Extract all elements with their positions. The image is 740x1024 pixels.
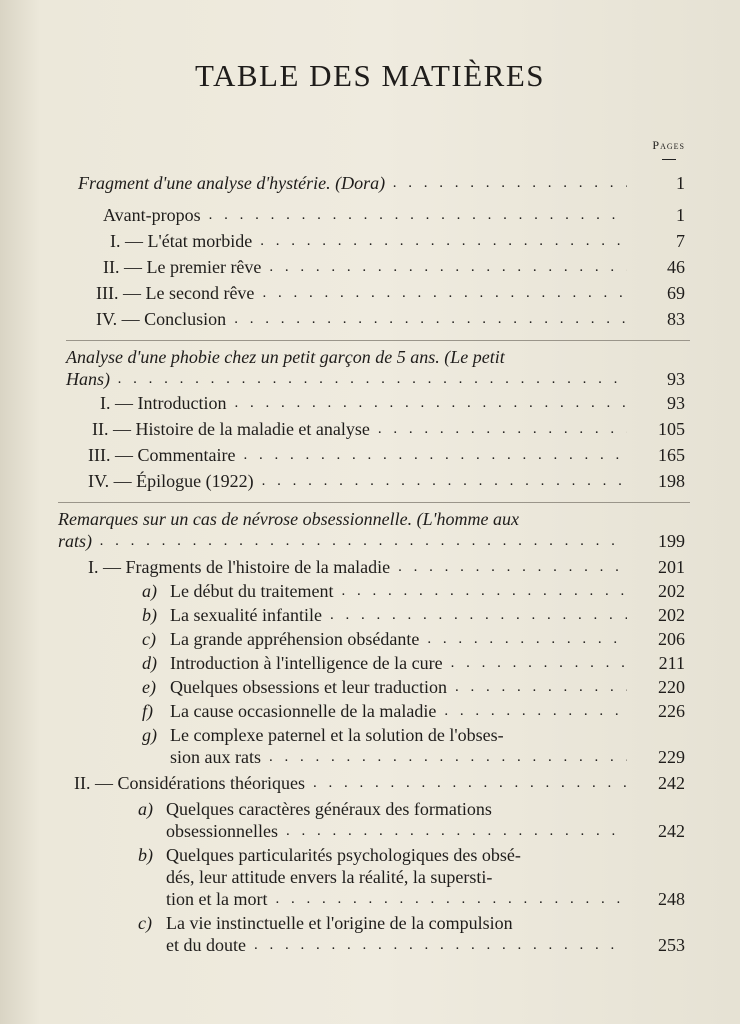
toc-entry: III. — Le second rêve . . . 69 bbox=[96, 282, 685, 304]
toc-subentry: et du doute . . . 253 bbox=[166, 934, 685, 956]
toc-subentry: sion aux rats . . . 229 bbox=[170, 746, 685, 768]
pages-column-header bbox=[652, 138, 685, 160]
toc-subentry: d) Introduction à l'intelligence de la cure . . . 211 bbox=[142, 652, 685, 674]
toc-entry: IV. — Conclusion . . . 83 bbox=[96, 308, 685, 330]
toc-entry: I. — L'état morbide . . . 7 bbox=[110, 230, 685, 252]
toc-subentry: f) La cause occasionnelle de la maladie . . . 226 bbox=[142, 700, 685, 722]
toc-subentry-line1: c) La vie instinctuelle et l'origine de la compulsion bbox=[138, 913, 513, 933]
toc-entry: I. — Introduction . . . 93 bbox=[100, 392, 685, 414]
toc-entry: III. — Commentaire . . . 165 bbox=[88, 444, 685, 466]
toc-subentry-line2: dés, leur attitude envers la réalité, la supersti- bbox=[166, 867, 493, 887]
toc-entry: IV. — Épilogue (1922) . . . 198 bbox=[88, 470, 685, 492]
toc-part: I. — Fragments de l'histoire de la maladie . . . 201 bbox=[88, 556, 685, 578]
toc-subentry: obsessionnelles . . . 242 bbox=[166, 820, 685, 842]
toc-subentry-line1: b) Quelques particularités psychologiques des obsé- bbox=[138, 845, 521, 865]
section-divider bbox=[58, 502, 690, 503]
section-divider bbox=[66, 340, 690, 341]
section-1-title: Fragment d'une analyse d'hystérie. (Dora) . . . 1 bbox=[78, 172, 685, 194]
toc-entry: Avant-propos . . . 1 bbox=[103, 204, 685, 226]
toc-subentry-line1: g) Le complexe paternel et la solution de l'obses- bbox=[142, 725, 504, 745]
section-3-title-line1: Remarques sur un cas de névrose obsessionnelle. (L'homme aux bbox=[58, 509, 519, 529]
section-2-title-line1: Analyse d'une phobie chez un petit garçon de 5 ans. (Le petit bbox=[66, 347, 505, 367]
section-2-title: Hans) . . . 93 bbox=[66, 368, 685, 390]
section-3-title: rats) . . . 199 bbox=[58, 530, 685, 552]
pages-label: Pages bbox=[652, 138, 685, 152]
toc-subentry: c) La grande appréhension obsédante . . . 206 bbox=[142, 628, 685, 650]
toc-subentry: tion et la mort . . . 248 bbox=[166, 888, 685, 910]
toc-entry: II. — Histoire de la maladie et analyse . . . 105 bbox=[92, 418, 685, 440]
toc-subentry: a) Le début du traitement . . . 202 bbox=[142, 580, 685, 602]
toc-subentry: e) Quelques obsessions et leur traduction . . . 220 bbox=[142, 676, 685, 698]
toc-entry: II. — Le premier rêve . . . 46 bbox=[103, 256, 685, 278]
page-title: TABLE DES MATIÈRES bbox=[194, 58, 546, 93]
pages-dash bbox=[662, 159, 676, 160]
toc-subentry-line1: a) Quelques caractères généraux des formations bbox=[138, 799, 492, 819]
toc-subentry: b) La sexualité infantile . . . 202 bbox=[142, 604, 685, 626]
toc-part: II. — Considérations théoriques . . . 242 bbox=[74, 772, 685, 794]
